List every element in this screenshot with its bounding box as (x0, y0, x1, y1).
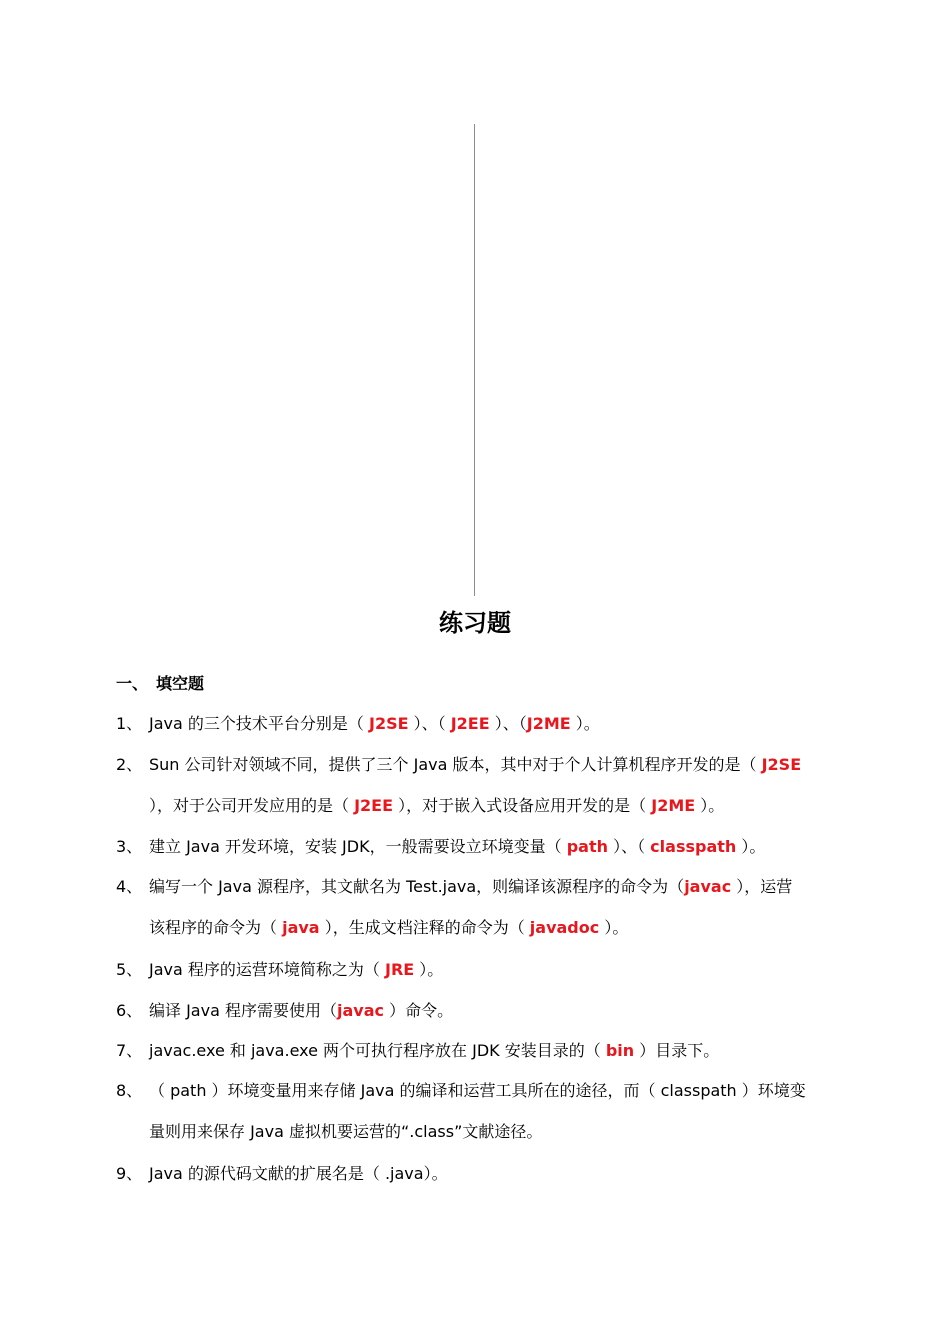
question-number: 5、 (116, 960, 143, 979)
question-number: 8、 (116, 1081, 143, 1100)
question-line: 量则用来保存 Java 虚拟机要运营的“.class”文献途径。 (149, 1122, 543, 1141)
question-number: 2、 (116, 755, 143, 774)
answer-blank: javadoc (529, 918, 600, 937)
question-3: 3、 建立 Java 开发环境，安装 JDK，一般需要设立环境变量（ path ）、（ classpath ）。 (116, 826, 765, 867)
question-8 (116, 1070, 806, 1152)
question-number: 7、 (116, 1041, 143, 1060)
answer-blank: J2EE (450, 714, 490, 733)
page-title: 练习题 (439, 609, 511, 637)
section-number: 一、 (116, 674, 149, 693)
question-4 (116, 866, 792, 948)
vertical-divider-line (474, 124, 475, 596)
question-number: 6、 (116, 1001, 143, 1020)
question-line: ），对于公司开发应用的是（ J2EE ），对于嵌入式设备应用开发的是（ J2ME ）。 (149, 796, 725, 815)
answer-blank: J2ME (651, 796, 696, 815)
answer-blank: JRE (384, 960, 415, 979)
question-line: 4、 编写一个 Java 源程序，其文献名为 Test.java，则编译该源程序的命令为（javac ），运营 (116, 866, 792, 907)
answer-blank: classpath (650, 837, 737, 856)
answer-blank: path (566, 837, 608, 856)
question-line: 该程序的命令为（ java ），生成文档注释的命令为（ javadoc ）。 (149, 918, 629, 937)
answer-blank: J2EE (354, 796, 394, 815)
answer-blank: J2SE (368, 714, 409, 733)
question-1: 1、 Java 的三个技术平台分别是（ J2SE ）、（ J2EE ）、（J2ME ）。 (116, 703, 600, 744)
question-number: 3、 (116, 837, 143, 856)
answer-blank: javac (684, 877, 732, 896)
answer-blank: bin (605, 1041, 635, 1060)
question-5: 5、 Java 程序的运营环境简称之为（ JRE ）。 (116, 949, 443, 990)
answer-blank: javac (336, 1001, 384, 1020)
answer-blank: J2SE (761, 755, 802, 774)
question-7: 7、 javac.exe 和 java.exe 两个可执行程序放在 JDK 安装目录的（ bin ）目录下。 (116, 1030, 719, 1071)
section-label: 填空题 (156, 674, 205, 693)
answer-blank: J2ME (526, 714, 571, 733)
question-9: 9、 Java 的源代码文献的扩展名是（ .java）。 (116, 1153, 448, 1194)
answer-blank: java (282, 918, 320, 937)
question-number: 9、 (116, 1164, 143, 1183)
question-line: 2、 Sun 公司针对领域不同，提供了三个 Java 版本，其中对于个人计算机程序开发的是（ J2SE (116, 744, 801, 785)
question-line: 8、 （ path ）环境变量用来存储 Java 的编译和运营工具所在的途径，而（ classpath ）环境变 (116, 1070, 806, 1111)
section-heading (116, 673, 204, 695)
question-number: 1、 (116, 714, 143, 733)
question-6: 6、 编译 Java 程序需要使用（javac ）命令。 (116, 990, 453, 1031)
question-2 (116, 744, 801, 826)
question-number: 4、 (116, 877, 143, 896)
